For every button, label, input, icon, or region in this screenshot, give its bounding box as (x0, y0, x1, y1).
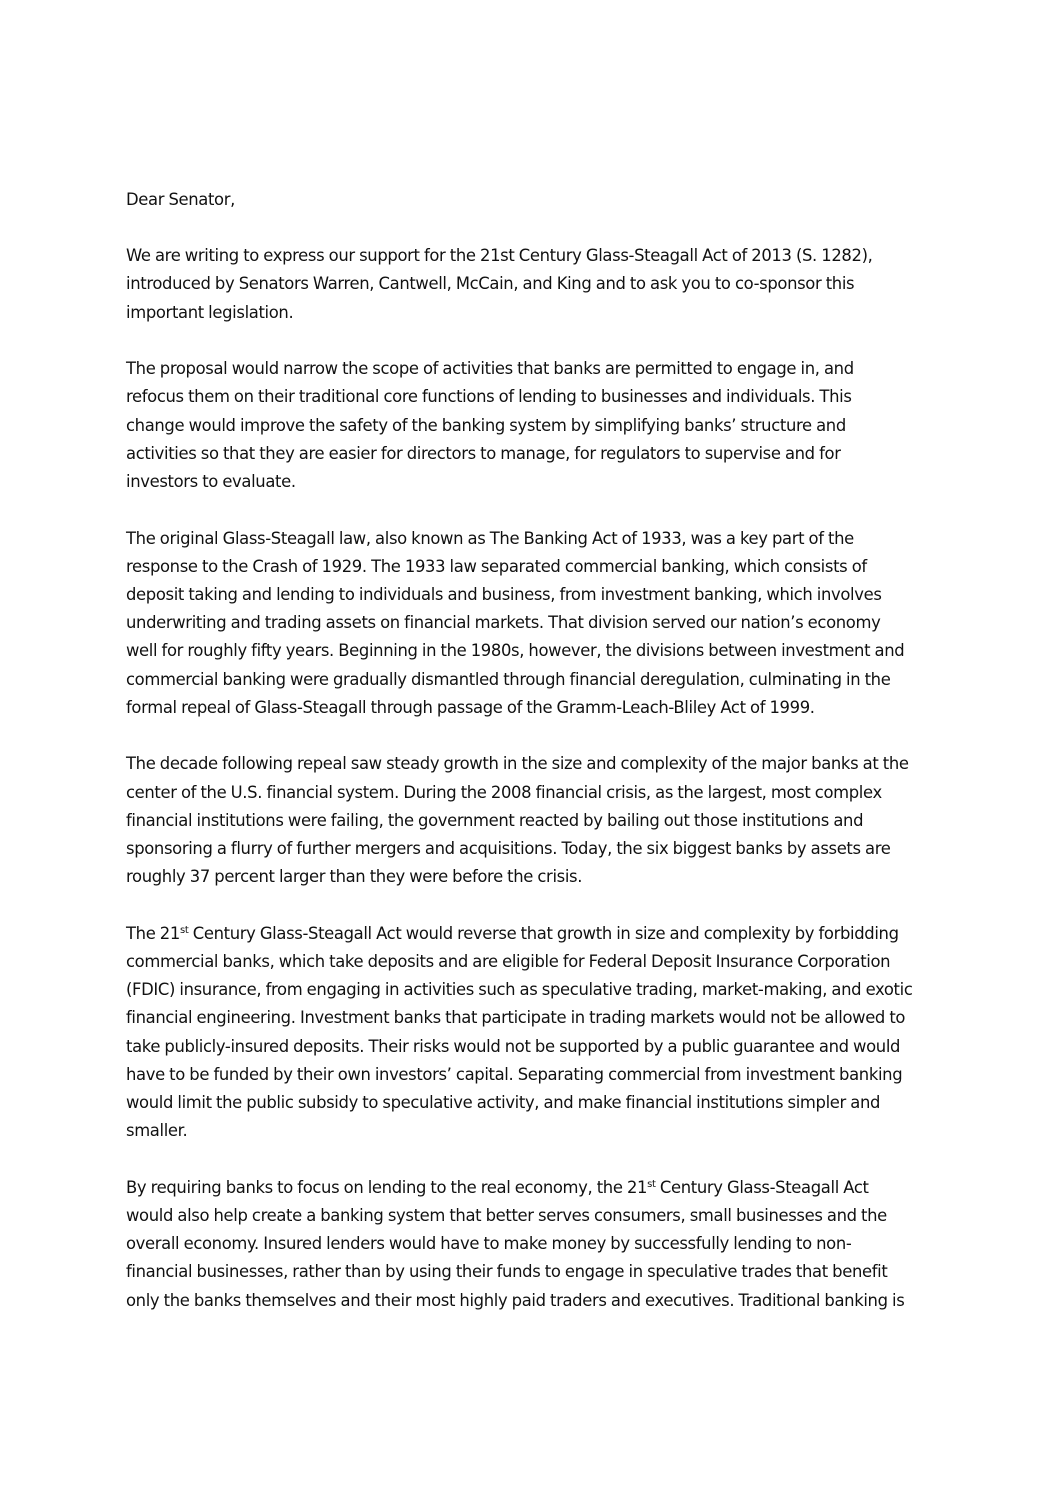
text-line: The decade following repeal saw steady growth in the size and complexity of the major banks at the (126, 754, 909, 774)
text-line: The original Glass-Steagall law, also known as The Banking Act of 1933, was a key part of the (126, 528, 854, 548)
text-line: commercial banking were gradually dismantled through financial deregulation, culminating in the (126, 669, 891, 689)
superscript: st (179, 924, 189, 936)
text-line: introduced by Senators Warren, Cantwell, McCain, and King and to ask you to co-sponsor this (126, 274, 855, 294)
superscript: st (647, 1178, 656, 1190)
text-line: have to be funded by their own investors’ capital. Separating commercial from investment banking (126, 1064, 903, 1084)
text-line: underwriting and trading assets on financial markets. That division served our nation’s economy (126, 613, 881, 633)
text-line: commercial banks, which take deposits and are eligible for Federal Deposit Insurance Corporation (126, 952, 891, 972)
text-line: financial institutions were failing, the government reacted by bailing out those institutions and (126, 810, 864, 830)
text-line: deposit taking and lending to individuals and business, from investment banking, which involves (126, 585, 882, 605)
text-line: roughly 37 percent larger than they were before the crisis. (126, 867, 583, 887)
text-run: The 21 (126, 923, 180, 943)
salutation: Dear Senator, (126, 190, 235, 209)
text-line: (FDIC) insurance, from engaging in activities such as speculative trading, market-making, and exotic (126, 980, 913, 1000)
paragraph-real-economy (126, 1174, 938, 1315)
paragraph-act-effect (126, 920, 938, 1146)
text-line: well for roughly fifty years. Beginning in the 1980s, however, the divisions between investment and (126, 641, 905, 661)
text-line: take publicly-insured deposits. Their risks would not be supported by a public guarantee and would (126, 1036, 901, 1056)
paragraph-support (126, 242, 938, 327)
text-line: would also help create a banking system that better serves consumers, small businesses and the (126, 1206, 887, 1226)
text-line: refocus them on their traditional core functions of lending to businesses and individuals. This (126, 387, 852, 407)
letter-body (126, 186, 938, 1343)
text-line (126, 1174, 938, 1202)
text-line: formal repeal of Glass-Steagall through passage of the Gramm-Leach-Bliley Act of 1999. (126, 697, 815, 717)
text-line: financial engineering. Investment banks that participate in trading markets would not be allowed to (126, 1008, 906, 1028)
text-line: important legislation. (126, 302, 294, 322)
text-line: smaller. (126, 1121, 188, 1141)
text-line: center of the U.S. financial system. During the 2008 financial crisis, as the largest, most complex (126, 782, 882, 802)
text-line: We are writing to express our support for the 21st Century Glass-Steagall Act of 2013 (S. 1282), (126, 246, 873, 266)
text-line: only the banks themselves and their most highly paid traders and executives. Traditional banking is (126, 1290, 905, 1310)
text-line: activities so that they are easier for directors to manage, for regulators to supervise and for (126, 443, 841, 463)
text-line: change would improve the safety of the banking system by simplifying banks’ structure and (126, 415, 846, 435)
text-line: financial businesses, rather than by using their funds to engage in speculative trades that benefit (126, 1262, 888, 1282)
text-line: sponsoring a flurry of further mergers and acquisitions. Today, the six biggest banks by assets are (126, 839, 891, 859)
paragraph-repeal-decade (126, 750, 938, 891)
text-line: would limit the public subsidy to speculative activity, and make financial institutions simpler and (126, 1093, 881, 1113)
text-line: The proposal would narrow the scope of activities that banks are permitted to engage in, and (126, 359, 854, 379)
text-run: Century Glass-Steagall Act (655, 1177, 869, 1197)
text-line: overall economy. Insured lenders would have to make money by successfully lending to non- (126, 1234, 852, 1254)
paragraph-proposal (126, 355, 938, 496)
paragraph-history (126, 525, 938, 722)
text-line (126, 920, 938, 948)
text-run: Century Glass-Steagall Act would reverse that growth in size and complexity by forbidding (188, 923, 899, 943)
text-line: response to the Crash of 1929. The 1933 law separated commercial banking, which consists of (126, 556, 867, 576)
text-run: By requiring banks to focus on lending to the real economy, the 21 (126, 1177, 648, 1197)
text-line: investors to evaluate. (126, 472, 296, 492)
